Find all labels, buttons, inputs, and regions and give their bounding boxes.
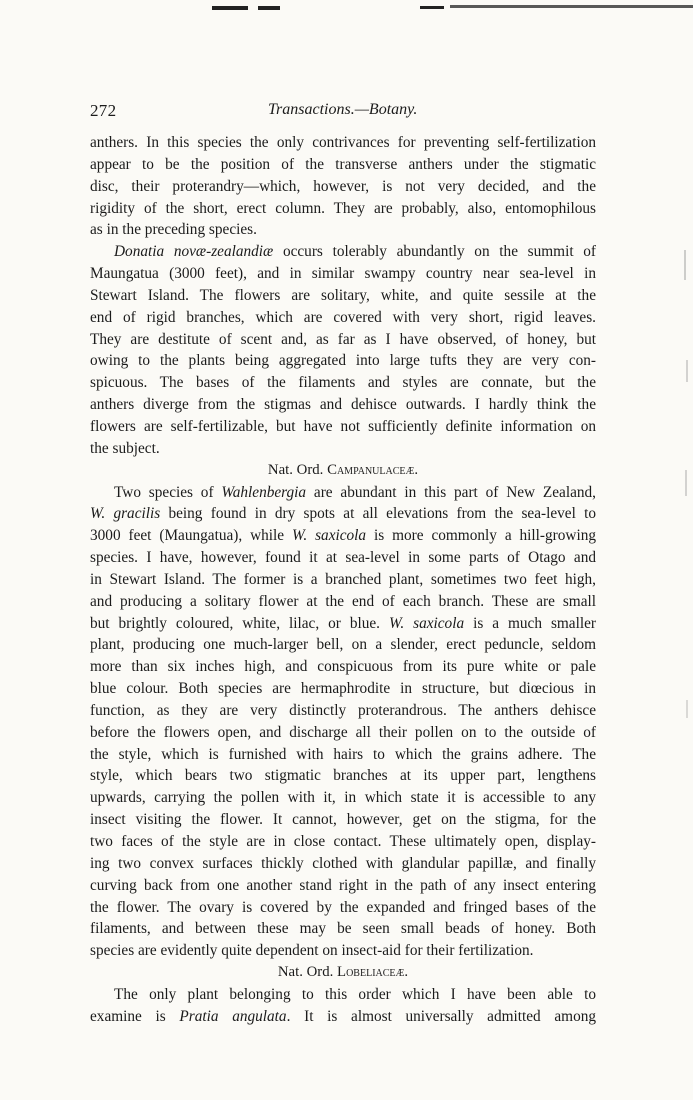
- edge-mark: [686, 360, 688, 382]
- text-line: owing to the plants being aggregated into large tufts they are very con-: [90, 352, 596, 370]
- text-line: more than six inches high, and conspicuous from its pure white or pale: [90, 658, 596, 676]
- text-run: are abundant in this part of New Zealand,: [306, 483, 596, 501]
- edge-mark: [684, 250, 686, 280]
- scan-mark-right-short: [420, 6, 444, 9]
- edge-mark: [685, 470, 687, 496]
- text-line: anthers diverge from the stigmas and dehisce outwards. I hardly think the: [90, 396, 596, 414]
- text-run: . It is almost universally admitted among: [286, 1007, 596, 1025]
- text-line: before the flowers open, and discharge all their pollen on to the outside of: [90, 723, 596, 741]
- page-number: 272: [90, 101, 117, 120]
- text-line: as in the preceding species.: [90, 221, 257, 239]
- taxon-name: Pratia angulata: [179, 1007, 287, 1025]
- text-run: is more commonly a hill-growing: [366, 527, 596, 545]
- text-run: but brightly coloured, white, lilac, or blue.: [90, 614, 389, 632]
- order-name: Lobeliaceæ.: [337, 964, 409, 981]
- text-line: [90, 525, 596, 547]
- text-line: [90, 482, 596, 504]
- taxon-name: Wahlenbergia: [221, 483, 307, 501]
- text-line: the subject.: [90, 439, 160, 457]
- heading-prefix: Nat. Ord.: [277, 964, 338, 981]
- text-line: [90, 613, 596, 635]
- taxon-name: W. saxicola: [292, 527, 367, 545]
- text-line: function, as they are very distinctly proterandrous. The anthers dehisce: [90, 701, 596, 719]
- text-line: They are destitute of scent and, as far as I have observed, of honey, but: [90, 330, 596, 348]
- text-line: Stewart Island. The flowers are solitary, white, and quite sessile at the: [90, 286, 596, 304]
- text-line: disc, their proterandry—which, however, is not very decided, and the: [90, 177, 596, 195]
- text-line: [90, 241, 596, 263]
- text-line: end of rigid branches, which are covered with very short, rigid leaves.: [90, 308, 596, 326]
- text-line: [90, 503, 596, 525]
- text-run: being found in dry spots at all elevations from the sea-level to: [160, 505, 596, 523]
- order-name: Campanulaceæ.: [327, 461, 419, 478]
- text-line: Maungatua (3000 feet), and in similar swampy country near sea-level in: [90, 265, 596, 283]
- text-line: The only plant belonging to this order which I have been able to: [114, 985, 596, 1003]
- text-line: [90, 1006, 596, 1028]
- text-line: insect visiting the flower. It cannot, however, get on the stigma, for the: [90, 811, 596, 829]
- text-run: occurs tolerably abundantly on the summit of: [273, 243, 596, 261]
- text-line: appear to be the position of the transverse anthers under the stigmatic: [90, 155, 596, 173]
- text-line: blue colour. Both species are hermaphrodite in structure, but diœcious in: [90, 680, 596, 698]
- text-line: upwards, carrying the pollen with it, in which state it is accessible to any: [90, 789, 596, 807]
- text-line: the style, which is furnished with hairs to which the grains adhere. The: [90, 745, 596, 763]
- text-line: species are evidently quite dependent on insect-aid for their fertilization.: [90, 942, 534, 960]
- text-line: and producing a solitary flower at the end of each branch. These are small: [90, 592, 596, 610]
- text-line: style, which bears two stigmatic branches at its upper part, lengthens: [90, 767, 596, 785]
- text-line: species. I have, however, found it at sea-level in some parts of Otago and: [90, 549, 596, 567]
- text-line: filaments, and between these may be seen small beads of honey. Both: [90, 920, 596, 938]
- text-run: is a much smaller: [464, 614, 596, 632]
- scan-mark-middle: [258, 6, 280, 10]
- text-line: anthers. In this species the only contrivances for preventing self-fertilization: [90, 134, 596, 151]
- text-line: rigidity of the short, erect column. They are probably, also, entomophilous: [90, 199, 596, 217]
- scan-mark-left: [212, 6, 248, 10]
- taxon-name: Donatia novæ-zealandiæ: [114, 243, 274, 261]
- text-run: 3000 feet (Maungatua), while: [90, 527, 293, 545]
- text-line: the flower. The ovary is covered by the expanded and fringed bases of the: [90, 898, 596, 916]
- text-line: curving back from one another stand right in the path of any insect entering: [90, 876, 596, 894]
- text-run: Two species of: [114, 483, 222, 501]
- edge-mark: [686, 700, 688, 718]
- taxon-name: W. gracilis: [90, 505, 161, 523]
- text-line: plant, producing one much-larger bell, on a slender, erect peduncle, seldom: [90, 636, 596, 654]
- page-body: [90, 132, 596, 1028]
- text-line: in Stewart Island. The former is a branched plant, sometimes two feet high,: [90, 570, 596, 588]
- text-line: flowers are self-fertilizable, but have not sufficiently definite information on: [90, 417, 596, 435]
- scan-mark-right-long: [450, 5, 693, 8]
- section-heading-campanulaceae: [90, 460, 596, 482]
- section-heading-lobeliaceae: [90, 962, 596, 984]
- text-run: examine is: [90, 1007, 180, 1025]
- taxon-name: W. saxicola: [388, 614, 465, 632]
- text-line: spicuous. The bases of the filaments and styles are connate, but the: [90, 374, 596, 392]
- text-line: ing two convex surfaces thickly clothed with glandular papillæ, and finally: [90, 854, 596, 872]
- text-line: two faces of the style are in close contact. These ultimately open, display-: [90, 833, 596, 850]
- running-title: Transactions.—Botany.: [268, 101, 418, 118]
- heading-prefix: Nat. Ord.: [267, 461, 328, 478]
